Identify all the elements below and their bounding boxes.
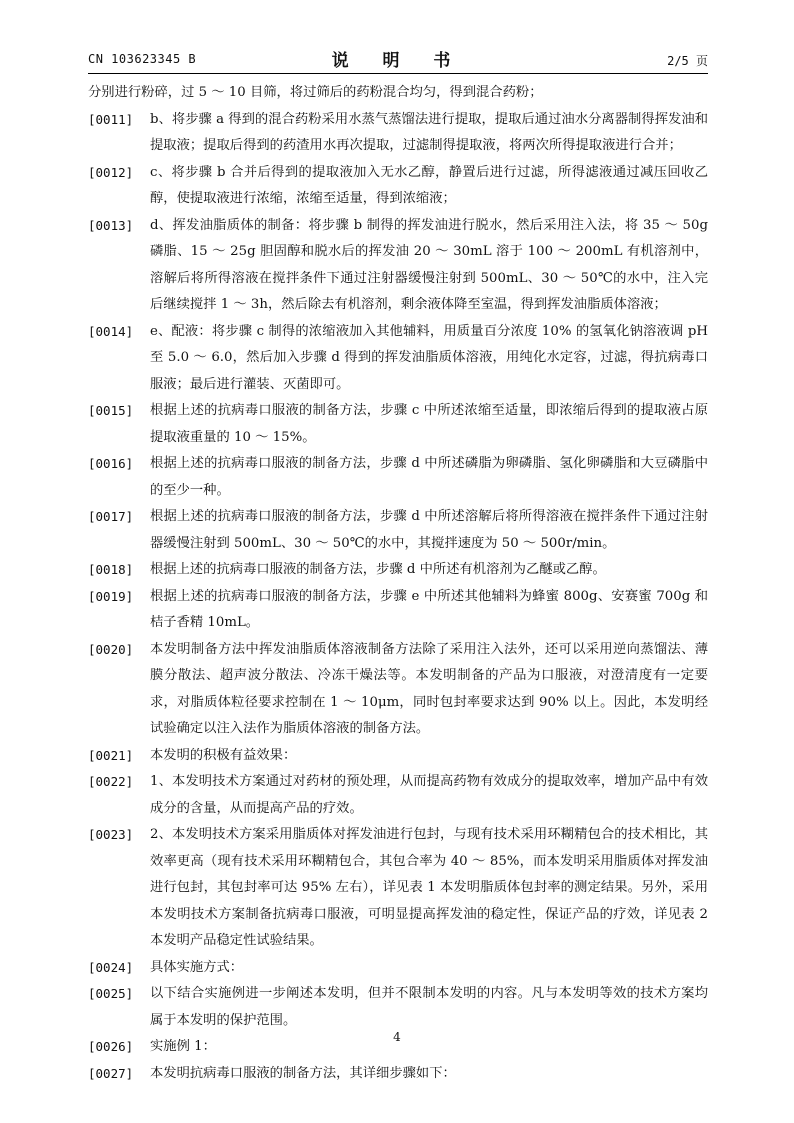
paragraph-text: c、将步骤 b 合并后得到的提取液加入无水乙醇，静置后进行过滤，所得滤液通过减压回收乙醇，使提取液进行浓缩，浓缩至适量，得到浓缩液； [150, 164, 708, 206]
paragraph-text: 根据上述的抗病毒口服液的制备方法，步骤 d 中所述溶解后将所得溶液在搅拌条件下通过注射器缓慢注射到 500mL、30 ～ 50℃的水中，其搅拌速度为 50 ～ 500r/min。 [150, 509, 708, 551]
paragraph-number: [0027] [88, 1065, 134, 1081]
paragraph [88, 319, 708, 399]
page-number: 4 [393, 1030, 401, 1044]
paragraph-text: 根据上述的抗病毒口服液的制备方法，步骤 d 中所述磷脂为卵磷脂、氢化卵磷脂和大豆磷脂中的至少一种。 [150, 456, 708, 498]
paragraph [88, 557, 708, 584]
paragraph-text: b、将步骤 a 得到的混合药粉采用水蒸气蒸馏法进行提取，提取后通过油水分离器制得挥发油和提取液；提取后得到的药渣用水再次提取，过滤制得提取液，将两次所得提取液进行合并； [150, 111, 708, 153]
paragraph [88, 398, 708, 451]
patent-number: CN 103623345 B [88, 52, 197, 66]
paragraph-number: [0011] [88, 111, 134, 127]
paragraph [88, 1061, 708, 1088]
paragraph-text: 根据上述的抗病毒口服液的制备方法，步骤 e 中所述其他辅料为蜂蜜 800g、安赛蜜 700g 和桔子香精 10mL。 [150, 588, 708, 630]
paragraph-text: 分别进行粉碎，过 5 ～ 10 目筛，将过筛后的药粉混合均匀，得到混合药粉； [88, 85, 543, 100]
paragraph-number: [0019] [88, 588, 134, 604]
paragraph-text: 1、本发明技术方案通过对药材的预处理，从而提高药物有效成分的提取效率，增加产品中有效成分的含量，从而提高产品的疗效。 [150, 774, 708, 816]
paragraph-number: [0021] [88, 747, 134, 763]
paragraph-number: [0012] [88, 164, 134, 180]
page-header [88, 46, 708, 72]
paragraph-text: e、配液：将步骤 c 制得的浓缩液加入其他辅料，用质量百分浓度 10% 的氢氧化钠溶液调 pH 至 5.0 ～ 6.0，然后加入步骤 d 得到的挥发油脂质体溶液，用纯化水定容，过滤，得抗病毒口服液；最后进行灌装、灭菌即可。 [150, 323, 708, 392]
paragraph-number: [0014] [88, 323, 134, 339]
paragraph-text: 2、本发明技术方案采用脂质体对挥发油进行包封，与现有技术采用环糊精包合的技术相比，其效率更高（现有技术采用环糊精包合，其包合率为 40 ～ 85%，而本发明采用脂质体对挥发油进行包封，其包封率可达 95% 左右），详见表 1 本发明脂质体包封率的测定结果。另外，采用本发明技术方案制备抗病毒口服液，可明显提高挥发油的稳定性，保证产品的疗效，详见表 2 本发明产品稳定性试验结果。 [150, 827, 708, 948]
paragraph [88, 981, 708, 1034]
paragraph-number: [0025] [88, 986, 134, 1001]
header-rule [88, 73, 708, 74]
paragraph [88, 504, 708, 557]
paragraph-text: 本发明抗病毒口服液的制备方法，其详细步骤如下： [150, 1065, 456, 1081]
paragraph-text: 具体实施方式： [150, 959, 244, 975]
page-counter: 2/5 页 [667, 54, 708, 68]
paragraph [88, 451, 708, 504]
paragraph-number: [0017] [88, 509, 134, 524]
paragraph [88, 107, 708, 160]
paragraph-number: [0013] [88, 217, 134, 233]
document-body [88, 80, 708, 1087]
paragraph-number: [0016] [88, 456, 134, 471]
paragraph [88, 743, 708, 770]
paragraph-number: [0015] [88, 403, 134, 418]
paragraph [88, 955, 708, 982]
paragraph [88, 822, 708, 955]
paragraph-number: [0020] [88, 641, 134, 657]
paragraph-number: [0026] [88, 1039, 134, 1054]
paragraph-text: 根据上述的抗病毒口服液的制备方法，步骤 c 中所述浓缩至适量，即浓缩后得到的提取液占原提取液重量的 10 ～ 15%。 [150, 403, 708, 445]
paragraph-number: [0024] [88, 959, 134, 975]
paragraph-text: 根据上述的抗病毒口服液的制备方法，步骤 d 中所述有机溶剂为乙醚或乙醇。 [150, 562, 606, 577]
paragraph-text: d、挥发油脂质体的制备：将步骤 b 制得的挥发油进行脱水，然后采用注入法，将 35 ～ 50g 磷脂、15 ～ 25g 胆固醇和脱水后的挥发油 20 ～ 30mL 溶于 100 ～ 200mL 有机溶剂中，溶解后将所得溶液在搅拌条件下通过注射器缓慢注射到 500mL、30 ～ 50℃的水中，注入完后继续搅拌 1 ～ 3h，然后除去有机溶剂，剩余液体降至室温，得到挥发油脂质体溶液； [150, 217, 708, 312]
paragraph [88, 80, 708, 107]
document-title: 说 明 书 [331, 51, 465, 71]
paragraph-text: 以下结合实施例进一步阐述本发明，但并不限制本发明的内容。凡与本发明等效的技术方案均属于本发明的保护范围。 [150, 986, 708, 1028]
paragraph [88, 769, 708, 822]
paragraph-text: 实施例 1： [150, 1039, 216, 1054]
paragraph-number: [0018] [88, 562, 134, 577]
paragraph-text: 本发明制备方法中挥发油脂质体溶液制备方法除了采用注入法外，还可以采用逆向蒸馏法、薄膜分散法、超声波分散法、冷冻干燥法等。本发明制备的产品为口服液，对澄清度有一定要求，对脂质体粒径要求控制在 1 ～ 10μm，同时包封率要求达到 90% 以上。因此，本发明经试验确定以注入法作为脂质体溶液的制备方法。 [150, 641, 708, 736]
paragraph-text: 本发明的积极有益效果： [150, 747, 297, 763]
paragraph [88, 584, 708, 637]
paragraph [88, 637, 708, 743]
paragraph [88, 213, 708, 319]
paragraph-number: [0023] [88, 827, 134, 842]
paragraph [88, 160, 708, 213]
paragraph-number: [0022] [88, 774, 134, 789]
